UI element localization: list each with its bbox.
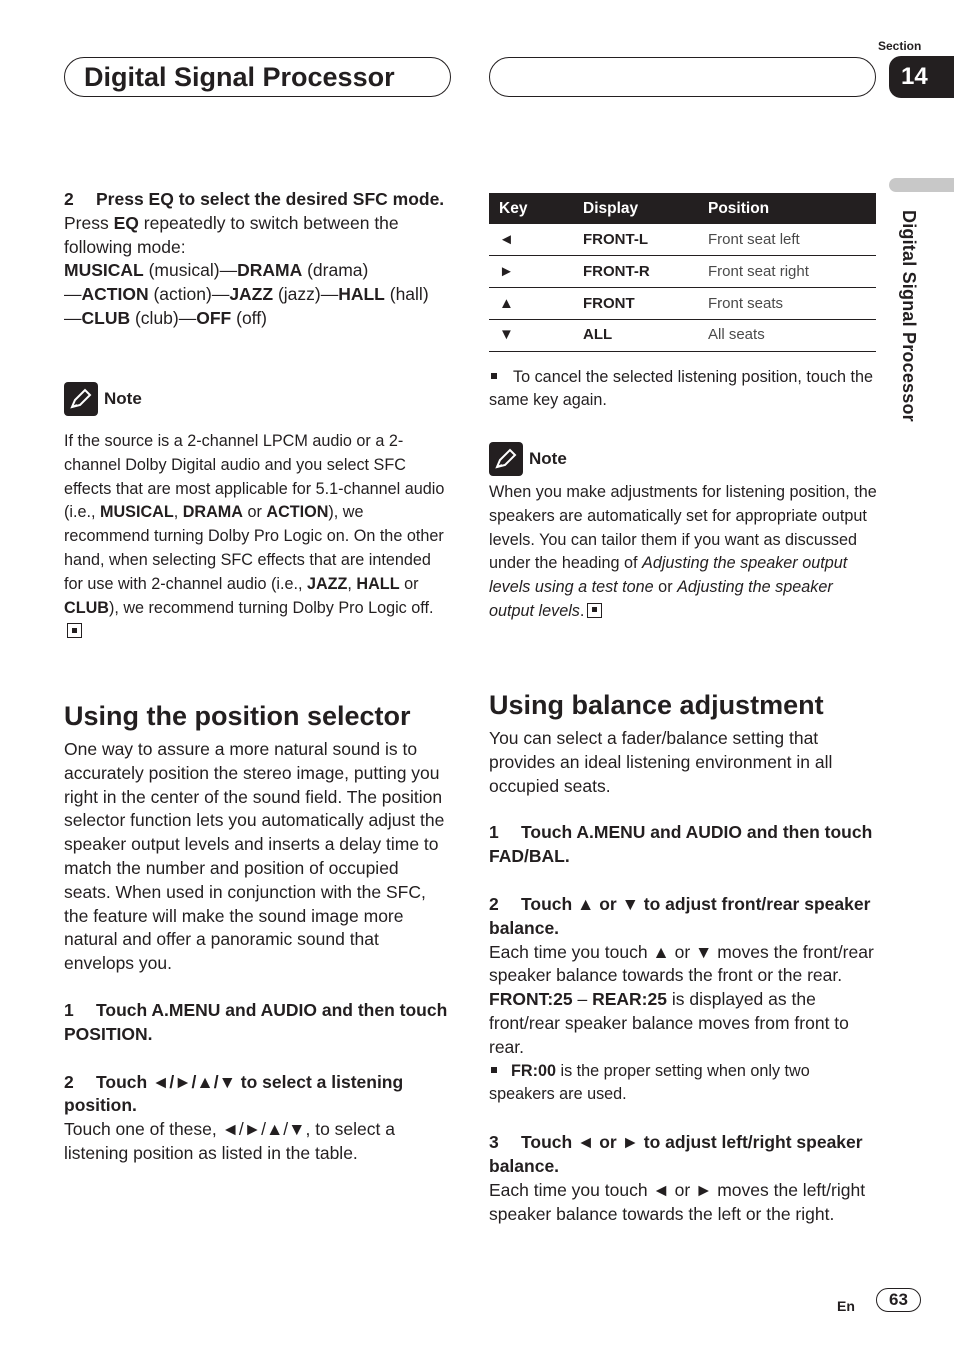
bullet-icon (491, 373, 497, 379)
balance-range-text: FRONT:25 – REAR:25 is displayed as the front/rear speaker balance moves from front to rear. (489, 989, 849, 1057)
note-text: If the source is a 2-channel LPCM audio or a 2-channel Dolby Digital audio and you select SFC effects that are most applicable for 5.1-channel audio (i.e., MUSICAL, DRAMA or ACTION), we recommend turning Dolby Pro Logic on. On the other hand, when selecting SFC effects that are intended for use with 2-channel audio (i.e., JAZZ, HALL or CLUB), we recommend turning Dolby Pro Logic off. (64, 430, 450, 644)
fr-bullet: FR:00 is the proper setting when only two speakers are used. (489, 1061, 810, 1104)
position-table-block (489, 193, 879, 413)
bullet-icon (491, 1067, 497, 1073)
table-row: ▲ FRONT Front seats (489, 288, 876, 320)
table-header-row: Key Display Position (489, 193, 876, 224)
sfc-note (64, 382, 450, 644)
side-tab-marker (889, 178, 954, 192)
table-row: ► FRONT-R Front seat right (489, 256, 876, 288)
step-heading: 2 Touch ▲ or ▼ to adjust front/rear speaker balance. (489, 893, 871, 938)
section-label: Section (878, 39, 922, 53)
section-number-badge: 14 (889, 56, 954, 98)
pencil-icon (64, 382, 98, 416)
step-heading: 2 Touch ◄/►/▲/▼ to select a listening position. (64, 1071, 404, 1116)
language-label: En (837, 1298, 855, 1314)
step-body: Each time you touch ◄ or ► moves the left/right speaker balance towards the left or the right. (489, 1179, 866, 1224)
note-header: Note (64, 382, 450, 416)
pencil-icon (489, 442, 523, 476)
note-header: Note (489, 442, 879, 476)
section-intro: One way to assure a more natural sound is to accurately position the stereo image, putting you right in the center of the sound field. The position selector function lets you automatically adjust the speaker output levels and inserts a delay time to match the number and position of occupied seats. When used in conjunction with the SFC, the feature will make the sound image more natural and offer a panoramic sound that envelops you. (64, 739, 445, 974)
position-note (489, 442, 879, 624)
note-text: When you make adjustments for listening position, the speakers are automatically set for appropriate output levels. You can tailor them if you want as discussed under the heading of Adjusting the speaker output levels using a test tone or Adjusting the speaker output levels. (489, 483, 877, 620)
side-chapter-title: Digital Signal Processor (899, 210, 919, 422)
step-body: Each time you touch ▲ or ▼ moves the front/rear speaker balance towards the front or the rear. (489, 941, 874, 986)
sfc-step-2 (64, 188, 450, 331)
position-table (489, 193, 876, 352)
step-body: Touch one of these, ◄/►/▲/▼, to select a listening position as listed in the table. (64, 1119, 395, 1163)
end-mark-icon (587, 603, 602, 618)
table-row: ◄ FRONT-L Front seat left (489, 224, 876, 256)
section-heading: Using the position selector (64, 701, 411, 731)
sfc-mode-list: MUSICAL (musical)—DRAMA (drama) —ACTION (action)—JAZZ (jazz)—HALL (hall) —CLUB (club)—OFF (off) (64, 260, 429, 328)
end-mark-icon (67, 623, 82, 638)
section-intro: You can select a fader/balance setting that provides an ideal listening environment in all occupied seats. (489, 728, 833, 796)
step-heading: 1 Touch A.MENU and AUDIO and then touch FAD/BAL. (489, 822, 873, 867)
step-heading: 2 Press EQ to select the desired SFC mode. (64, 189, 445, 209)
step-heading: 1 Touch A.MENU and AUDIO and then touch POSITION. (64, 999, 448, 1044)
step-heading: 3 Touch ◄ or ► to adjust left/right speaker balance. (489, 1132, 863, 1176)
page-number: 63 (876, 1288, 921, 1312)
step-body: Press EQ repeatedly to switch between the following mode: (64, 212, 399, 257)
cancel-bullet: To cancel the selected listening position, touch the same key again. (489, 367, 873, 410)
header-blank-frame (489, 57, 876, 97)
table-row: ▼ ALL All seats (489, 319, 876, 351)
balance-adjustment-section (489, 688, 879, 1226)
position-selector-section (64, 699, 450, 1166)
page-title: Digital Signal Processor (84, 62, 395, 92)
section-heading: Using balance adjustment (489, 690, 824, 720)
